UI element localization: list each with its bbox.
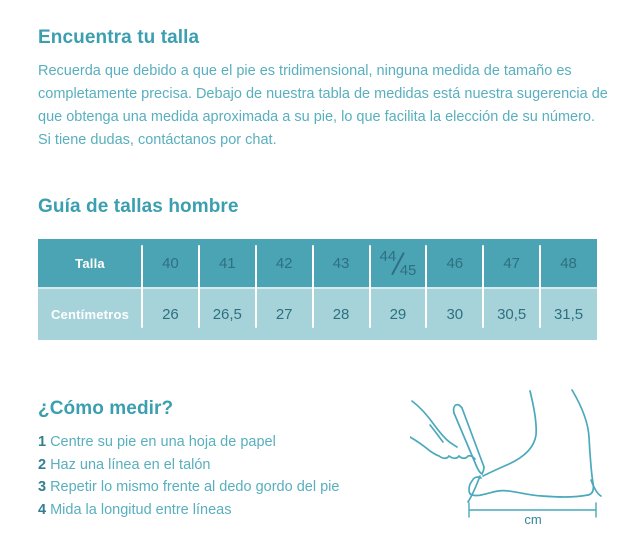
size-cell-6: 47 — [503, 254, 521, 272]
foot-pencil-drawing-icon — [410, 385, 630, 525]
cm-label: cm — [524, 512, 542, 525]
measure-step — [38, 431, 339, 454]
intro-line: Recuerda que debido a que el pie es tridimensional, ninguna medida de tamaño es — [38, 63, 572, 79]
size-cell-5: 46 — [446, 254, 464, 272]
foot-outline — [468, 390, 601, 502]
page-title: Encuentra tu talla — [38, 27, 200, 48]
intro-line: Si tiene dudas, contáctanos por chat. — [38, 132, 277, 148]
measure-step — [38, 499, 339, 522]
size-cell-0: 40 — [162, 254, 179, 272]
column-divider — [198, 245, 200, 328]
measure-steps — [38, 431, 339, 522]
row-label-centimetros: Centímetros — [50, 307, 130, 322]
how-to-measure-title: ¿Cómo medir? — [38, 398, 174, 419]
cm-cell-6: 30,5 — [497, 306, 527, 323]
step-number: 1 — [38, 434, 47, 450]
size-cell-7: 48 — [560, 254, 577, 272]
cm-cell-7: 31,5 — [553, 306, 584, 323]
size-cell-2: 42 — [275, 254, 293, 272]
size-table-row-sizes — [38, 239, 597, 287]
foot-measure-illustration — [410, 385, 630, 525]
step-text: Haz una línea en el talón — [50, 456, 211, 473]
column-divider — [312, 245, 314, 328]
row-label-talla: Talla — [75, 255, 105, 271]
cm-cell-5: 30 — [446, 306, 464, 323]
cm-cell-0: 26 — [162, 306, 179, 323]
column-divider — [539, 245, 541, 328]
column-divider — [369, 245, 371, 328]
size-table — [38, 239, 597, 340]
measure-step — [38, 476, 339, 499]
size-table-row-centimeters — [38, 287, 597, 340]
cm-cell-4: 29 — [389, 306, 407, 323]
column-divider — [482, 245, 484, 328]
measure-step — [38, 454, 339, 477]
size-guide-title: Guía de tallas hombre — [38, 196, 239, 217]
intro-paragraph — [38, 60, 608, 152]
intro-line: completamente precisa. Debajo de nuestra tabla de medidas está nuestra sugerencia de — [38, 86, 608, 102]
size-cell-1: 41 — [218, 254, 236, 272]
intro-line: que obtenga una medida aproximada a su pie, lo que facilita la elección de su número. — [38, 109, 596, 125]
step-number: 4 — [38, 502, 47, 519]
step-number: 3 — [38, 479, 47, 496]
step-text: Centre su pie en una hoja de papel — [50, 434, 276, 450]
size-cell-3: 43 — [332, 254, 350, 272]
size-split-cell: 44 45 — [379, 247, 417, 279]
size-cell-4 — [370, 239, 427, 287]
column-divider — [141, 245, 143, 328]
cm-cell-3: 28 — [332, 306, 350, 323]
column-divider — [255, 245, 257, 328]
cm-cell-1: 26,5 — [212, 306, 242, 323]
step-text: Repetir lo mismo frente al dedo gordo del pie — [50, 479, 340, 496]
hand-outline — [410, 401, 475, 459]
step-text: Mida la longitud entre líneas — [50, 502, 232, 519]
pencil-outline — [454, 405, 484, 474]
cm-cell-2: 27 — [275, 306, 293, 323]
step-number: 2 — [38, 456, 47, 473]
